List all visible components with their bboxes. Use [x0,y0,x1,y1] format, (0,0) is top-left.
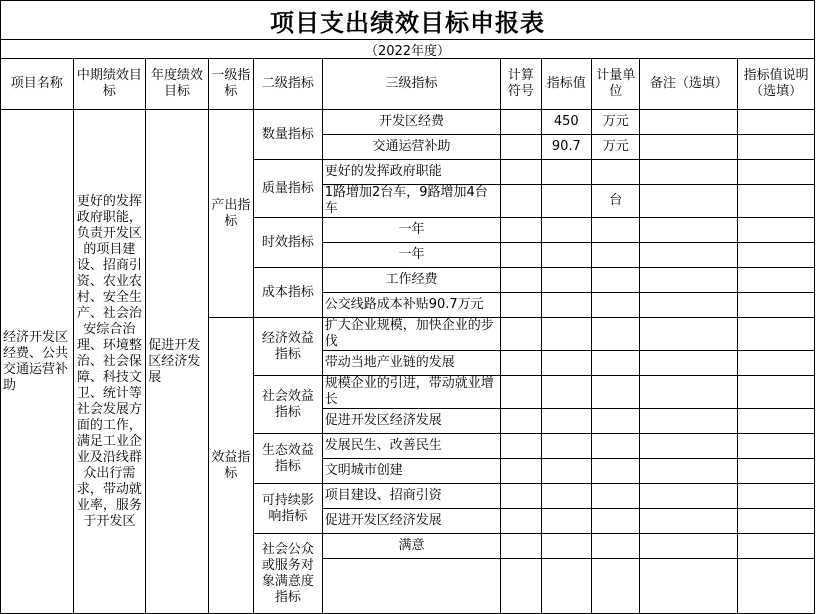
level1-output: 产出指标 [208,110,253,318]
value-desc-cell [738,409,815,434]
calc-symbol-cell [501,185,541,218]
header-value-desc: 指标值说明（选填） [738,59,815,110]
remarks-cell [640,268,738,293]
remarks-cell [640,351,738,376]
level3-cell: 文明城市创建 [322,459,501,484]
remarks-cell [640,243,738,268]
calc-symbol-cell [501,268,541,293]
indicator-value-cell [541,484,591,509]
value-desc-cell [738,509,815,534]
calc-symbol-cell [501,318,541,351]
mid-term-goal-cell: 更好的发挥政府职能，负责开发区的项目建设、招商引资、农业农村、安全生产、社会治安综合治理、环境整治、社会保障、科技文卫、统计等社会发展方面的工作，满足工业企业及沿线群众出行需求，带动就业率，服务于开发区 [73,110,146,614]
indicator-value-cell [541,268,591,293]
unit-cell [592,268,640,293]
level2-cost: 成本指标 [254,268,323,318]
calc-symbol-cell [501,351,541,376]
level2-social: 社会效益指标 [254,376,323,434]
level3-cell: 开发区经费 [322,110,501,135]
page-title: 项目支出绩效目标申报表 [0,0,815,40]
level3-cell: 工作经费 [322,268,501,293]
level3-cell: 交通运营补助 [322,135,501,160]
project-name-cell: 经济开发区经费、公共交通运营补助 [1,110,74,614]
value-desc-cell [738,293,815,318]
indicator-value-cell [541,293,591,318]
value-desc-cell [738,185,815,218]
unit-cell [592,534,640,559]
value-desc-cell [738,459,815,484]
value-desc-cell [738,268,815,293]
level3-cell: 促进开发区经济发展 [322,409,501,434]
unit-cell [592,409,640,434]
value-desc-cell [738,110,815,135]
unit-cell: 万元 [592,110,640,135]
remarks-cell [640,218,738,243]
calc-symbol-cell [501,434,541,459]
level2-economic: 经济效益指标 [254,318,323,376]
value-desc-cell [738,243,815,268]
indicator-value-cell [541,218,591,243]
remarks-cell [640,409,738,434]
level2-quantity: 数量指标 [254,110,323,160]
value-desc-cell [738,434,815,459]
level3-cell: 一年 [322,218,501,243]
calc-symbol-cell [501,409,541,434]
value-desc-cell [738,534,815,559]
header-remarks: 备注（选填） [640,59,738,110]
header-indicator-value: 指标值 [541,59,591,110]
header-level2: 二级指标 [254,59,323,110]
level1-benefit: 效益指标 [208,318,253,614]
calc-symbol-cell [501,218,541,243]
calc-symbol-cell [501,534,541,559]
header-project-name: 项目名称 [1,59,74,110]
indicator-value-cell [541,409,591,434]
unit-cell [592,318,640,351]
level3-cell: 更好的发挥政府职能 [322,160,501,185]
remarks-cell [640,509,738,534]
remarks-cell [640,484,738,509]
calc-symbol-cell [501,243,541,268]
indicator-value-cell [541,434,591,459]
level3-cell: 公交线路成本补贴90.7万元 [322,293,501,318]
header-mid-term-goal: 中期绩效目标 [73,59,146,110]
calc-symbol-cell [501,459,541,484]
indicator-value-cell [541,509,591,534]
level3-cell: 1路增加2台车，9路增加4台车 [322,185,501,218]
header-level3: 三级指标 [322,59,501,110]
level3-cell: 发展民生、改善民生 [322,434,501,459]
level3-cell: 扩大企业规模，加快企业的步伐 [322,318,501,351]
unit-cell: 万元 [592,135,640,160]
calc-symbol-cell [501,484,541,509]
unit-cell [592,243,640,268]
calc-symbol-cell [501,135,541,160]
remarks-cell [640,376,738,409]
indicator-value-cell [541,160,591,185]
remarks-cell [640,534,738,559]
remarks-cell [640,318,738,351]
header-calc-symbol: 计算符号 [501,59,541,110]
remarks-cell [640,459,738,484]
calc-symbol-cell [501,160,541,185]
unit-cell [592,559,640,614]
remarks-cell [640,559,738,614]
indicator-value-cell [541,559,591,614]
remarks-cell [640,135,738,160]
level2-ecological: 生态效益指标 [254,434,323,484]
indicator-value-cell [541,351,591,376]
level2-timeliness: 时效指标 [254,218,323,268]
unit-cell [592,351,640,376]
value-desc-cell [738,351,815,376]
remarks-cell [640,293,738,318]
indicator-value-cell: 450 [541,110,591,135]
header-annual-goal: 年度绩效目标 [146,59,209,110]
value-desc-cell [738,160,815,185]
level3-cell: 促进开发区经济发展 [322,509,501,534]
unit-cell [592,459,640,484]
unit-cell [592,484,640,509]
unit-cell [592,434,640,459]
unit-cell [592,293,640,318]
level3-cell: 规模企业的引进，带动就业增长 [322,376,501,409]
year-label: （2022年度） [0,40,815,58]
unit-cell: 台 [592,185,640,218]
calc-symbol-cell [501,509,541,534]
value-desc-cell [738,376,815,409]
value-desc-cell [738,318,815,351]
value-desc-cell [738,218,815,243]
value-desc-cell [738,135,815,160]
level3-cell: 带动当地产业链的发展 [322,351,501,376]
indicator-value-cell [541,376,591,409]
indicator-value-cell [541,185,591,218]
calc-symbol-cell [501,376,541,409]
remarks-cell [640,185,738,218]
indicator-value-cell [541,318,591,351]
remarks-cell [640,434,738,459]
header-unit: 计量单位 [592,59,640,110]
indicator-value-cell [541,243,591,268]
level2-satisfaction: 社会公众或服务对象满意度指标 [254,534,323,614]
value-desc-cell [738,559,815,614]
calc-symbol-cell [501,559,541,614]
level2-sustainable: 可持续影响指标 [254,484,323,534]
calc-symbol-cell [501,110,541,135]
table-row [1,110,815,135]
header-level1: 一级指标 [208,59,253,110]
indicator-value-cell [541,534,591,559]
annual-goal-cell: 促进开发区经济发展 [146,110,209,614]
header-row [1,59,815,110]
level3-cell: 一年 [322,243,501,268]
level3-cell: 项目建设、招商引资 [322,484,501,509]
indicator-value-cell: 90.7 [541,135,591,160]
unit-cell [592,218,640,243]
level3-cell: 满意 [322,534,501,559]
unit-cell [592,160,640,185]
calc-symbol-cell [501,293,541,318]
unit-cell [592,509,640,534]
indicator-table [0,58,815,614]
remarks-cell [640,110,738,135]
unit-cell [592,376,640,409]
indicator-value-cell [541,459,591,484]
value-desc-cell [738,484,815,509]
level3-cell [322,559,501,614]
remarks-cell [640,160,738,185]
level2-quality: 质量指标 [254,160,323,218]
